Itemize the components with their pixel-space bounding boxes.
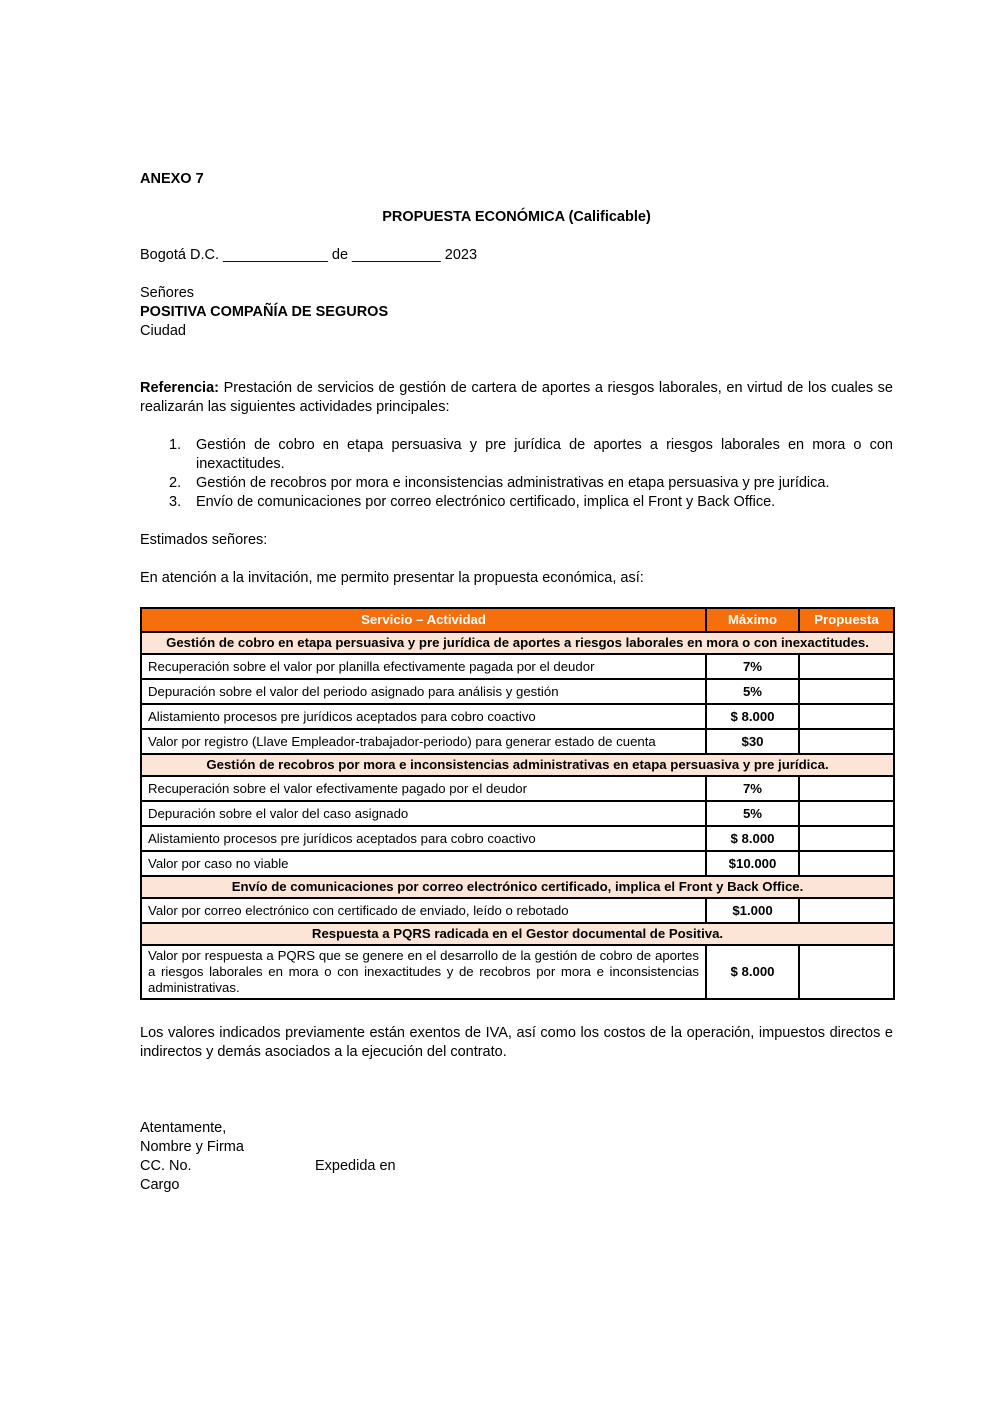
service-activity-cell: Recuperación sobre el valor por planilla efectivamente pagada por el deudor: [141, 654, 706, 679]
column-header-propuesta: Propuesta: [799, 608, 894, 632]
table-item-row: [141, 851, 894, 876]
reference-text: Prestación de servicios de gestión de cartera de aportes a riesgos laborales, en virtud de los cuales se realizarán las siguientes actividades principales:: [140, 380, 893, 415]
list-item: [140, 493, 893, 512]
reference-label: Referencia:: [140, 380, 219, 396]
spacer: [140, 189, 893, 208]
list-item-text: Envío de comunicaciones por correo electrónico certificado, implica el Front y Back Office.: [196, 494, 776, 510]
propuesta-empty-cell: [799, 898, 894, 923]
spacer: [140, 1100, 893, 1119]
spacer: [140, 550, 893, 569]
maximo-value-cell: 7%: [706, 654, 799, 679]
propuesta-empty-cell: [799, 945, 894, 999]
city-line: Ciudad: [140, 323, 186, 339]
list-item-text: Gestión de recobros por mora e inconsistencias administrativas en etapa persuasiva y pre jurídica.: [196, 475, 830, 491]
table-section-row: [141, 754, 894, 776]
page-title: PROPUESTA ECONÓMICA (Calificable): [382, 209, 651, 225]
spacer: [140, 417, 893, 436]
spacer: [140, 265, 893, 284]
column-header-maximo: Máximo: [706, 608, 799, 632]
reference-paragraph: [140, 379, 893, 417]
service-activity-cell: Valor por correo electrónico con certificado de enviado, leído o rebotado: [141, 898, 706, 923]
table-section-row: [141, 632, 894, 654]
section-header-cell: Respuesta a PQRS radicada en el Gestor documental de Positiva.: [141, 923, 894, 945]
service-activity-cell: Depuración sobre el valor del periodo asignado para análisis y gestión: [141, 679, 706, 704]
signature-closing: Atentamente,: [140, 1120, 227, 1136]
list-item-number: 3.: [169, 494, 182, 510]
list-item: [140, 474, 893, 493]
maximo-value-cell: $30: [706, 729, 799, 754]
spacer: [140, 512, 893, 531]
maximo-value-cell: $ 8.000: [706, 704, 799, 729]
table-section-row: [141, 923, 894, 945]
maximo-value-cell: 5%: [706, 679, 799, 704]
table-item-row: [141, 898, 894, 923]
spacer: [140, 588, 893, 607]
expedida-label: Expedida en: [315, 1158, 396, 1174]
service-activity-cell: Valor por caso no viable: [141, 851, 706, 876]
maximo-value-cell: $ 8.000: [706, 945, 799, 999]
spacer: [140, 360, 893, 379]
table-item-row: [141, 679, 894, 704]
list-item-number: 1.: [169, 437, 182, 453]
section-header-cell: Gestión de recobros por mora e inconsistencias administrativas en etapa persuasiva y pre jurídica.: [141, 754, 894, 776]
table-item-row: [141, 945, 894, 999]
column-header-servicio: Servicio – Actividad: [141, 608, 706, 632]
section-header-cell: Envío de comunicaciones por correo electrónico certificado, implica el Front y Back Office.: [141, 876, 894, 898]
table-item-row: [141, 654, 894, 679]
propuesta-empty-cell: [799, 776, 894, 801]
activities-list: [140, 436, 893, 512]
greeting-line: Estimados señores:: [140, 532, 268, 548]
table-item-row: [141, 704, 894, 729]
spacer: [140, 1000, 893, 1024]
spacer: [140, 341, 893, 360]
service-activity-cell: Recuperación sobre el valor efectivamente pagado por el deudor: [141, 776, 706, 801]
propuesta-empty-cell: [799, 826, 894, 851]
table-section-row: [141, 876, 894, 898]
spacer: [140, 1081, 893, 1100]
maximo-value-cell: $10.000: [706, 851, 799, 876]
service-activity-cell: Alistamiento procesos pre jurídicos aceptados para cobro coactivo: [141, 826, 706, 851]
propuesta-empty-cell: [799, 729, 894, 754]
date-line: Bogotá D.C. _____________ de ___________ 2023: [140, 247, 478, 263]
list-item-text: Gestión de cobro en etapa persuasiva y pre jurídica de aportes a riesgos laborales en mora o con inexactitudes.: [196, 437, 893, 472]
service-activity-cell: Valor por registro (Llave Empleador-trabajador-periodo) para generar estado de cuenta: [141, 729, 706, 754]
table-header-row: [141, 608, 894, 632]
list-item-number: 2.: [169, 475, 182, 491]
service-activity-cell: Alistamiento procesos pre jurídicos aceptados para cobro coactivo: [141, 704, 706, 729]
propuesta-empty-cell: [799, 801, 894, 826]
proposal-table: [140, 607, 895, 1000]
propuesta-empty-cell: [799, 851, 894, 876]
section-header-cell: Gestión de cobro en etapa persuasiva y pre jurídica de aportes a riesgos laborales en mora o con inexactitudes.: [141, 632, 894, 654]
propuesta-empty-cell: [799, 654, 894, 679]
table-item-row: [141, 776, 894, 801]
proposal-table-body: [141, 632, 894, 999]
table-item-row: [141, 826, 894, 851]
propuesta-empty-cell: [799, 704, 894, 729]
list-item: [140, 436, 893, 474]
spacer: [140, 227, 893, 246]
anexo-heading: ANEXO 7: [140, 171, 204, 187]
table-item-row: [141, 801, 894, 826]
signature-name-line: Nombre y Firma: [140, 1139, 244, 1155]
maximo-value-cell: $ 8.000: [706, 826, 799, 851]
intro-line: En atención a la invitación, me permito presentar la propuesta económica, así:: [140, 570, 644, 586]
service-activity-cell: Valor por respuesta a PQRS que se genere en el desarrollo de la gestión de cobro de aportes a riesgos laborales en mora o con inexactitudes y de recobros por mora e inconsistencias administrativas.: [141, 945, 706, 999]
signature-cargo-line: Cargo: [140, 1177, 180, 1193]
service-activity-cell: Depuración sobre el valor del caso asignado: [141, 801, 706, 826]
signature-cc-line: [140, 1157, 893, 1176]
maximo-value-cell: 7%: [706, 776, 799, 801]
propuesta-empty-cell: [799, 679, 894, 704]
company-name: POSITIVA COMPAÑÍA DE SEGUROS: [140, 304, 389, 320]
maximo-value-cell: 5%: [706, 801, 799, 826]
closing-paragraph: Los valores indicados previamente están exentos de IVA, así como los costos de la operación, impuestos directos e indirectos y demás asociados a la ejecución del contrato.: [140, 1025, 893, 1060]
cc-label: CC. No.: [140, 1158, 192, 1174]
maximo-value-cell: $1.000: [706, 898, 799, 923]
spacer: [140, 1062, 893, 1081]
table-item-row: [141, 729, 894, 754]
salutation: Señores: [140, 285, 195, 301]
